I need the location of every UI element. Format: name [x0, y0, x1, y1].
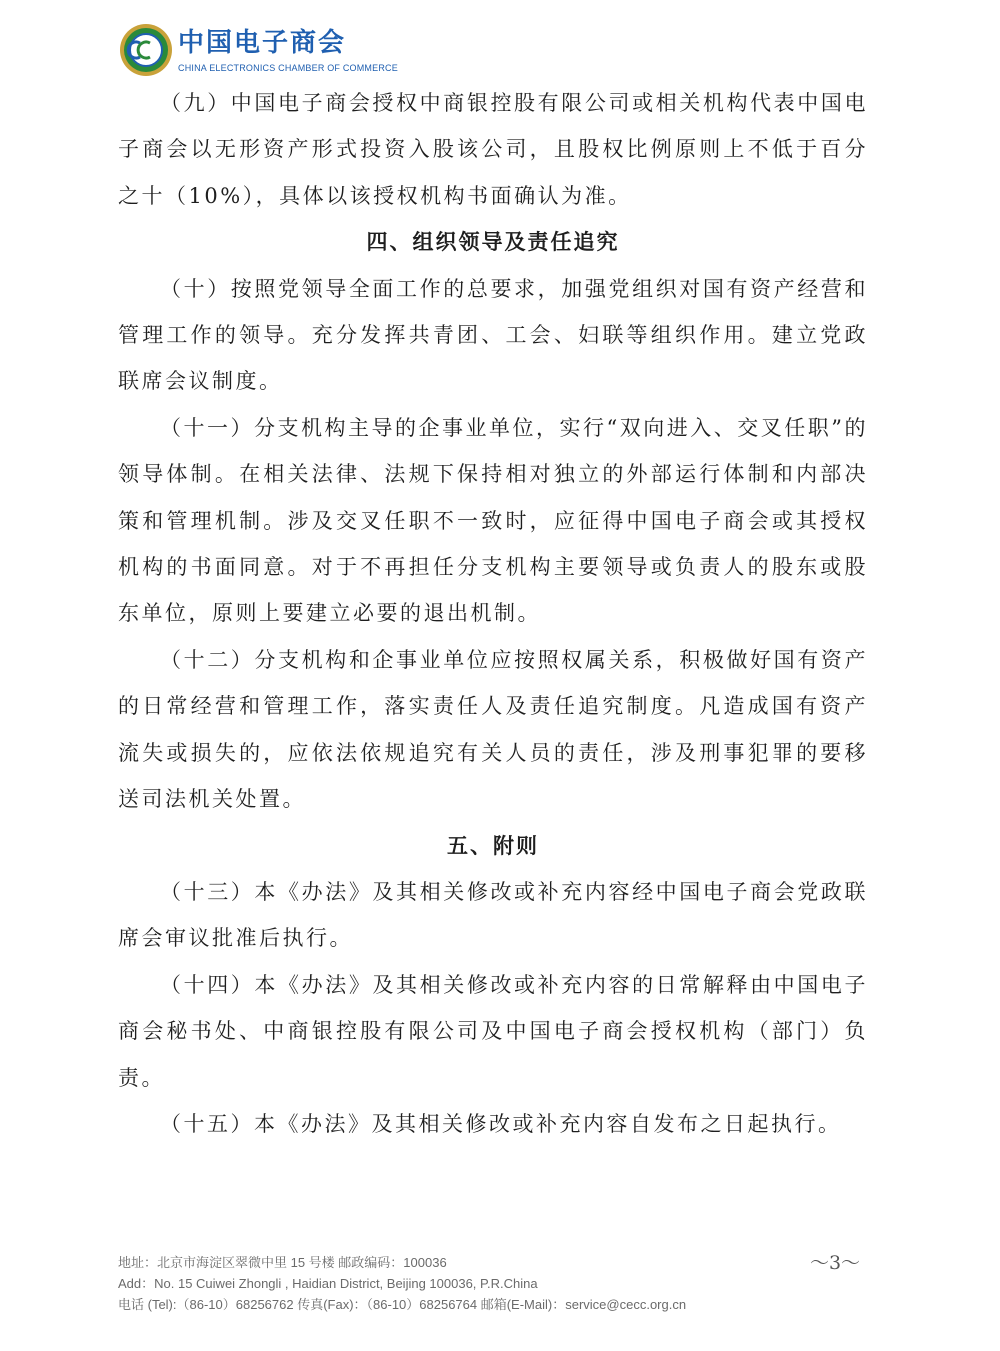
footer-address-en: Add：No. 15 Cuiwei Zhongli , Haidian District, Beijing 100036, P.R.China	[118, 1276, 538, 1291]
section-heading-5: 五、附则	[447, 832, 539, 858]
page-number: ～3～	[809, 1252, 861, 1274]
clause-11: （十一）分支机构主导的企事业单位，实行“双向进入、交叉任职”的领导体制。在相关法律、法规下保持相对独立的外部运行体制和内部决策和管理机制。涉及交叉任职不一致时，应征得中国电子商会或其授权机构的书面同意。对于不再担任分支机构主要领导或负责人的股东或股东单位，原则上要建立必要的退出机制。	[118, 415, 868, 626]
footer-address-cn: 地址：北京市海淀区翠微中里 15 号楼 邮政编码：100036	[118, 1255, 447, 1270]
clause-13: （十三）本《办法》及其相关修改或补充内容经中国电子商会党政联席会审议批准后执行。	[118, 879, 868, 951]
section-heading-4: 四、组织领导及责任追究	[366, 229, 620, 255]
clause-12: （十二）分支机构和企事业单位应按照权属关系，积极做好国有资产的日常经营和管理工作，落实责任人及责任追究制度。凡造成国有资产流失或损失的，应依法依规追究有关人员的责任，涉及刑事犯罪的要移送司法机关处置。	[118, 647, 868, 812]
clause-14: （十四）本《办法》及其相关修改或补充内容的日常解释由中国电子商会秘书处、中商银控股有限公司及中国电子商会授权机构（部门）负责。	[118, 972, 868, 1090]
clause-15: （十五）本《办法》及其相关修改或补充内容自发布之日起执行。	[160, 1111, 842, 1136]
logo-title: 中国电子商会	[178, 28, 347, 58]
logo-subtitle: CHINA ELECTRONICS CHAMBER OF COMMERCE	[178, 63, 398, 73]
document-body	[118, 80, 868, 1147]
clause-10: （十）按照党领导全面工作的总要求，加强党组织对国有资产经营和管理工作的领导。充分发挥共青团、工会、妇联等组织作用。建立党政联席会议制度。	[118, 276, 868, 394]
clause-9: （九）中国电子商会授权中商银控股有限公司或相关机构代表中国电子商会以无形资产形式投资入股该公司，且股权比例原则上不低于百分之十（10%），具体以该授权机构书面确认为准。	[118, 91, 868, 208]
letterhead	[118, 22, 458, 82]
footer-contact: 电话 (Tel):（86-10）68256762 传真(Fax)：（86-10）68256764 邮箱(E-Mail)：service@cecc.org.cn	[118, 1297, 687, 1312]
cecc-emblem-icon	[118, 22, 174, 78]
letterhead-footer	[118, 1252, 738, 1315]
